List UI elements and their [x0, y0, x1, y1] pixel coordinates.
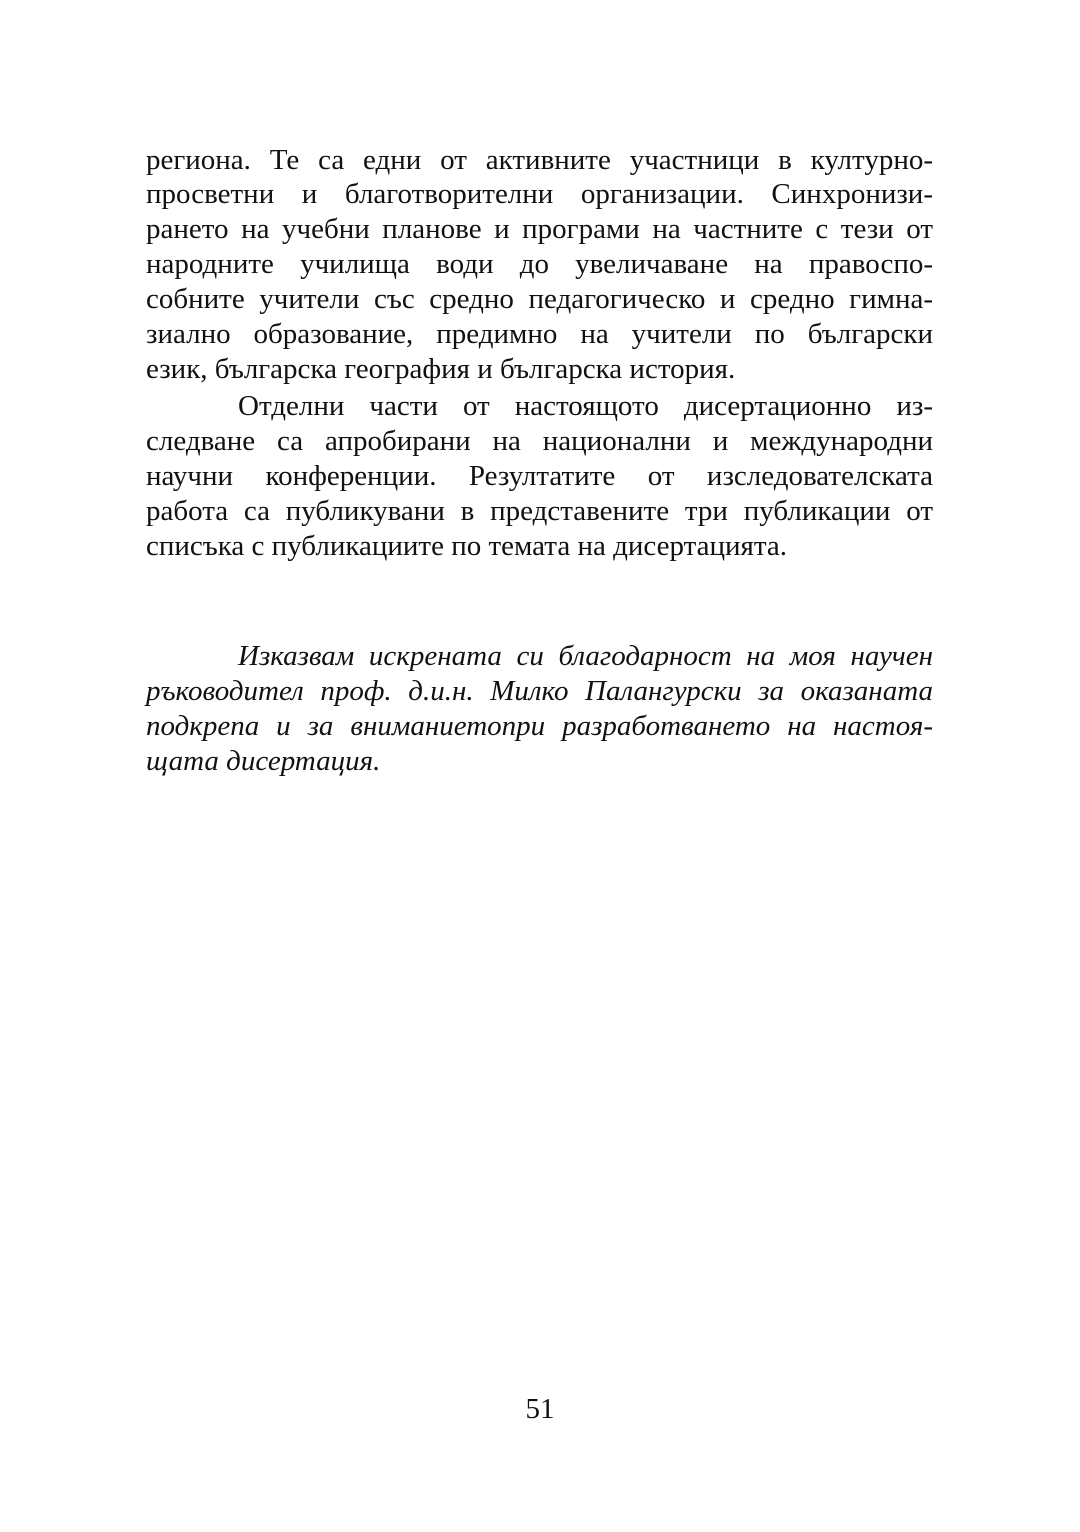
text-line: собните учители със средно педагогическо и средно гимна-: [146, 283, 933, 315]
text-line: народните училища води до увеличаване на правоспо-: [146, 248, 933, 280]
page-number: 51: [525, 1393, 555, 1425]
text-line: рането на учебни планове и програми на частните с тези от: [146, 213, 933, 245]
text-line: зиално образование, предимно на учители по български: [146, 318, 933, 350]
text-line: работа са публикувани в представените три публикации от: [146, 495, 933, 527]
text-line: Изказвам искрената си благодарност на моя научен: [238, 640, 933, 672]
text-line: щата дисертация.: [146, 745, 381, 777]
text-line: ръководител проф. д.и.н. Милко Палангурски за оказаната: [146, 675, 933, 707]
text-line: региона. Те са едни от активните участници в културно-: [146, 144, 933, 176]
text-line: списъка с публикациите по темата на дисертацията.: [146, 530, 788, 562]
text-line: подкрепа и за вниманиетопри разработването на настоя-: [146, 710, 933, 742]
text-line: научни конференции. Резултатите от изследователската: [146, 460, 933, 492]
text-line: следване са апробирани на национални и международни: [146, 425, 933, 457]
text-line: просветни и благотворителни организации. Синхронизи-: [146, 178, 933, 210]
text-line: език, българска география и българска история.: [146, 353, 736, 385]
text-line: Отделни части от настоящото дисертационно из-: [238, 390, 933, 422]
